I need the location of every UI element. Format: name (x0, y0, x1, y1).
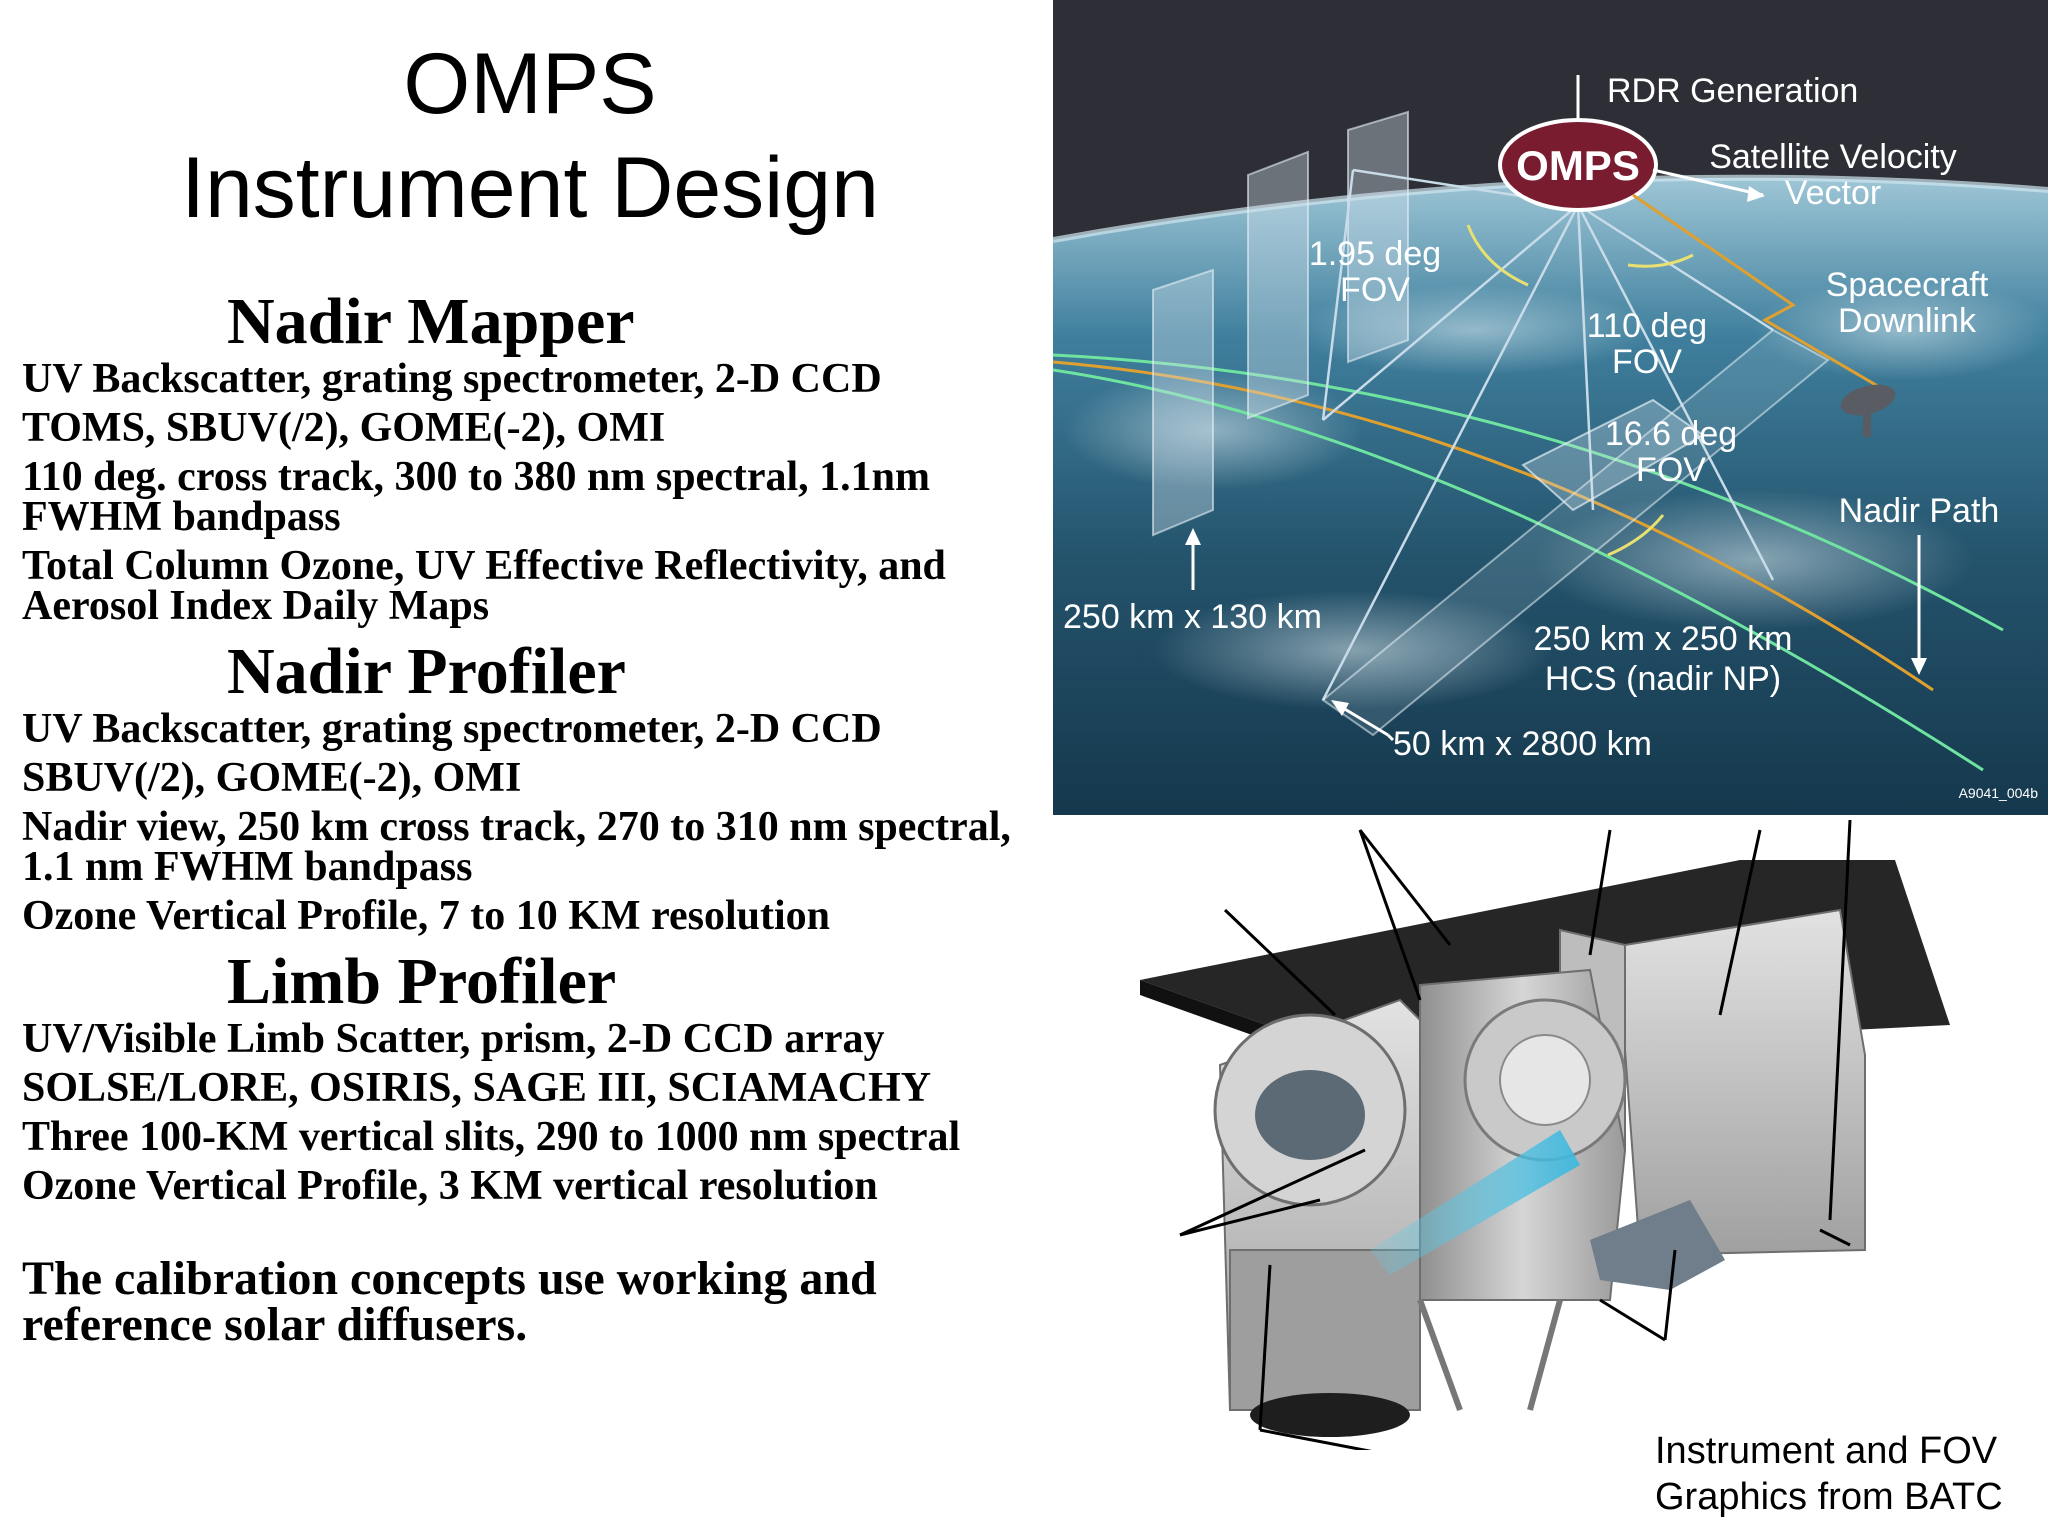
fov-195-label-line1: 1.95 deg (1308, 235, 1442, 273)
page-title (0, 32, 1060, 240)
fov-diagram (1053, 0, 2048, 815)
caption-line-2: Graphics from BATC (1655, 1476, 2003, 1518)
section-heading: Nadir Profiler (227, 635, 626, 708)
slit-size-label: 250 km x 130 km (1063, 598, 1322, 636)
section-nadir-profiler (22, 635, 1052, 939)
fov-166-label-line2: FOV (1636, 451, 1706, 489)
closing-statement: The calibration concepts use working and reference solar diffusers. (22, 1252, 877, 1351)
rdr-generation-label: RDR Generation (1607, 72, 1859, 110)
nadir-profiler-lens (1500, 1035, 1590, 1125)
support-strut-right (1530, 1300, 1560, 1410)
list-item: Ozone Vertical Profile, 3 KM vertical resolution (22, 1163, 878, 1209)
section-limb-profiler (22, 945, 1052, 1209)
title-line-2: Instrument Design (181, 140, 879, 236)
list-item: Ozone Vertical Profile, 7 to 10 KM resolution (22, 893, 830, 939)
nadir-mapper-lens (1255, 1070, 1365, 1160)
fov-110-label-line1: 110 deg (1586, 307, 1708, 345)
section-heading: Limb Profiler (227, 945, 617, 1018)
nadir-size-label: 250 km x 250 km (1533, 620, 1793, 658)
instrument-illustration-svg (1120, 820, 2048, 1450)
section-nadir-mapper (22, 285, 1052, 629)
caption-line-1: Instrument and FOV (1655, 1430, 1998, 1472)
instrument-illustration (1120, 820, 2048, 1450)
support-strut-left (1420, 1300, 1460, 1410)
figure-code: A9041_004b (1958, 785, 2038, 801)
title-line-1: OMPS (403, 36, 657, 132)
omps-label: OMPS (1516, 142, 1640, 189)
bottom-mount (1250, 1393, 1410, 1437)
limb-profiler-box (1625, 910, 1865, 1255)
fov-166-label-line1: 16.6 deg (1604, 415, 1738, 453)
fov-195-label-line2: FOV (1340, 271, 1410, 309)
fov-110-label-line2: FOV (1612, 343, 1682, 381)
list-item: SOLSE/LORE, OSIRIS, SAGE III, SCIAMACHY (22, 1065, 932, 1111)
downlink-label-line2: Downlink (1838, 302, 1976, 340)
swath-size-label: 50 km x 2800 km (1393, 725, 1652, 763)
instrument-list (22, 285, 1052, 1351)
section-heading: Nadir Mapper (227, 285, 635, 358)
list-item: 110 deg. cross track, 300 to 380 nm spectral, 1.1nm FWHM bandpass (22, 454, 930, 540)
figure-caption (1655, 1428, 2003, 1520)
list-item: TOMS, SBUV(/2), GOME(-2), OMI (22, 405, 666, 451)
hcs-label: HCS (nadir NP) (1544, 660, 1782, 698)
velocity-label-line2: Vector (1784, 174, 1882, 212)
list-item: UV/Visible Limb Scatter, prism, 2-D CCD array (22, 1016, 885, 1062)
fov-diagram-svg (1053, 0, 2048, 815)
list-item: Total Column Ozone, UV Effective Reflectivity, and Aerosol Index Daily Maps (22, 543, 946, 629)
list-item: UV Backscatter, grating spectrometer, 2-D CCD (22, 356, 882, 402)
list-item: UV Backscatter, grating spectrometer, 2-D CCD (22, 706, 882, 752)
nadir-path-label: Nadir Path (1838, 492, 2000, 530)
velocity-label-line1: Satellite Velocity (1709, 138, 1957, 176)
list-item: Nadir view, 250 km cross track, 270 to 310 nm spectral, 1.1 nm FWHM bandpass (22, 804, 1011, 890)
list-item: SBUV(/2), GOME(-2), OMI (22, 755, 522, 801)
list-item: Three 100-KM vertical slits, 290 to 1000 nm spectral (22, 1114, 961, 1160)
downlink-label-line1: Spacecraft (1825, 266, 1989, 304)
